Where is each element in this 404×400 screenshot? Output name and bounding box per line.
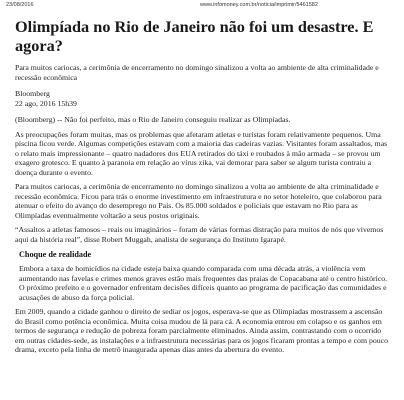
paragraph-5: Embora a taxa de homicídios na cidade esteja baixa quando comparada com uma década atrás, a violência vem aumentando nas favelas e crimes menos graves estão mais frequentes das praias de Copacabana até o centro histórico. O próximo prefeito e o governador enfrentam decisões difíceis quanto ao programa de pacificação das comunidades e acusações de abuso da força policial. [19,264,388,302]
paragraph-3: Para muitos cariocas, a cerimônia de encerramento no domingo sinalizou a volta ao ambiente de alta criminalidade e recessão econômica. Ficou para trás o enorme investimento em infraestrutura e no setor hoteleiro, que colaborou para atenuar o efeito do avanço do desemprego no País. Os 85.000 soldados e policiais que estavam no Rio para as Olimpíadas eventualmente voltarão a seus postos originais. [15,182,382,220]
print-header [0,1,404,11]
paragraph-4: “Assaltos a atletas famosos – reais ou imaginários – foram de várias formas distração para muitos de nós que vivemos aqui da história real”, disse Robert Muggah, analista de segurança do Instituto Igarapé. [15,225,384,244]
article-title: Olimpíada no Rio de Janeiro não foi um desastre. E agora? [15,17,374,55]
paragraph-2: As preocupações foram muitas, mas os problemas que afetaram atletas e turistas foram relativamente pequenos. Uma piscina ficou verde. Algumas competições estavam com a maioria das cadeiras vazias. Visitantes foram assaltados, mas o relato mais impressionante – quatro nadadores dos EUA retirados do táxi e roubados à mão armada – se provou um exagero grotesco. E quanto à paranoia em relação ao vírus zika, vai demorar para saber se algum turista contraiu a doença durante o evento. [15,129,388,177]
section-subhead: Choque de realidade [19,250,92,259]
article-lede: Para muitos cariocas, a cerimônia de encerramento no domingo sinalizou a volta ao ambiente de alta criminalidade e recessão econômica [15,63,379,82]
article-datetime: 22 ago, 2016 15h39 [15,98,77,108]
print-date: 23/08/2016 [6,2,34,8]
paragraph-6: Em 2009, quando a cidade ganhou o direito de sediar os jogos, esperava-se que as Olimpíadas mostrassem a ascensão do Brasil como potência econômica. Muita coisa mudou de lá para cá. A economia entrou em colapso e os ganhos em termos de segurança e redução de pobreza foram parcialmente eliminados. Ainda assim, contrastando com o ocorrido em outras cidades-sede, as instalações e a infraestrutura necessárias para os jogos ficaram prontas a tempo e com pouco drama, exceto pela linha de metrô inaugurada apenas dias antes da abertura do evento. [15,307,389,354]
byline [15,89,390,108]
article-author: Bloomberg [15,89,50,98]
article [15,17,390,360]
print-url: www.infomoney.com.br/noticia/imprimir/5461582 [200,2,318,8]
paragraph-1: (Bloomberg) -- Não foi perfeito, mas o Rio de Janeiro conseguiu realizar as Olimpíadas. [15,115,291,124]
